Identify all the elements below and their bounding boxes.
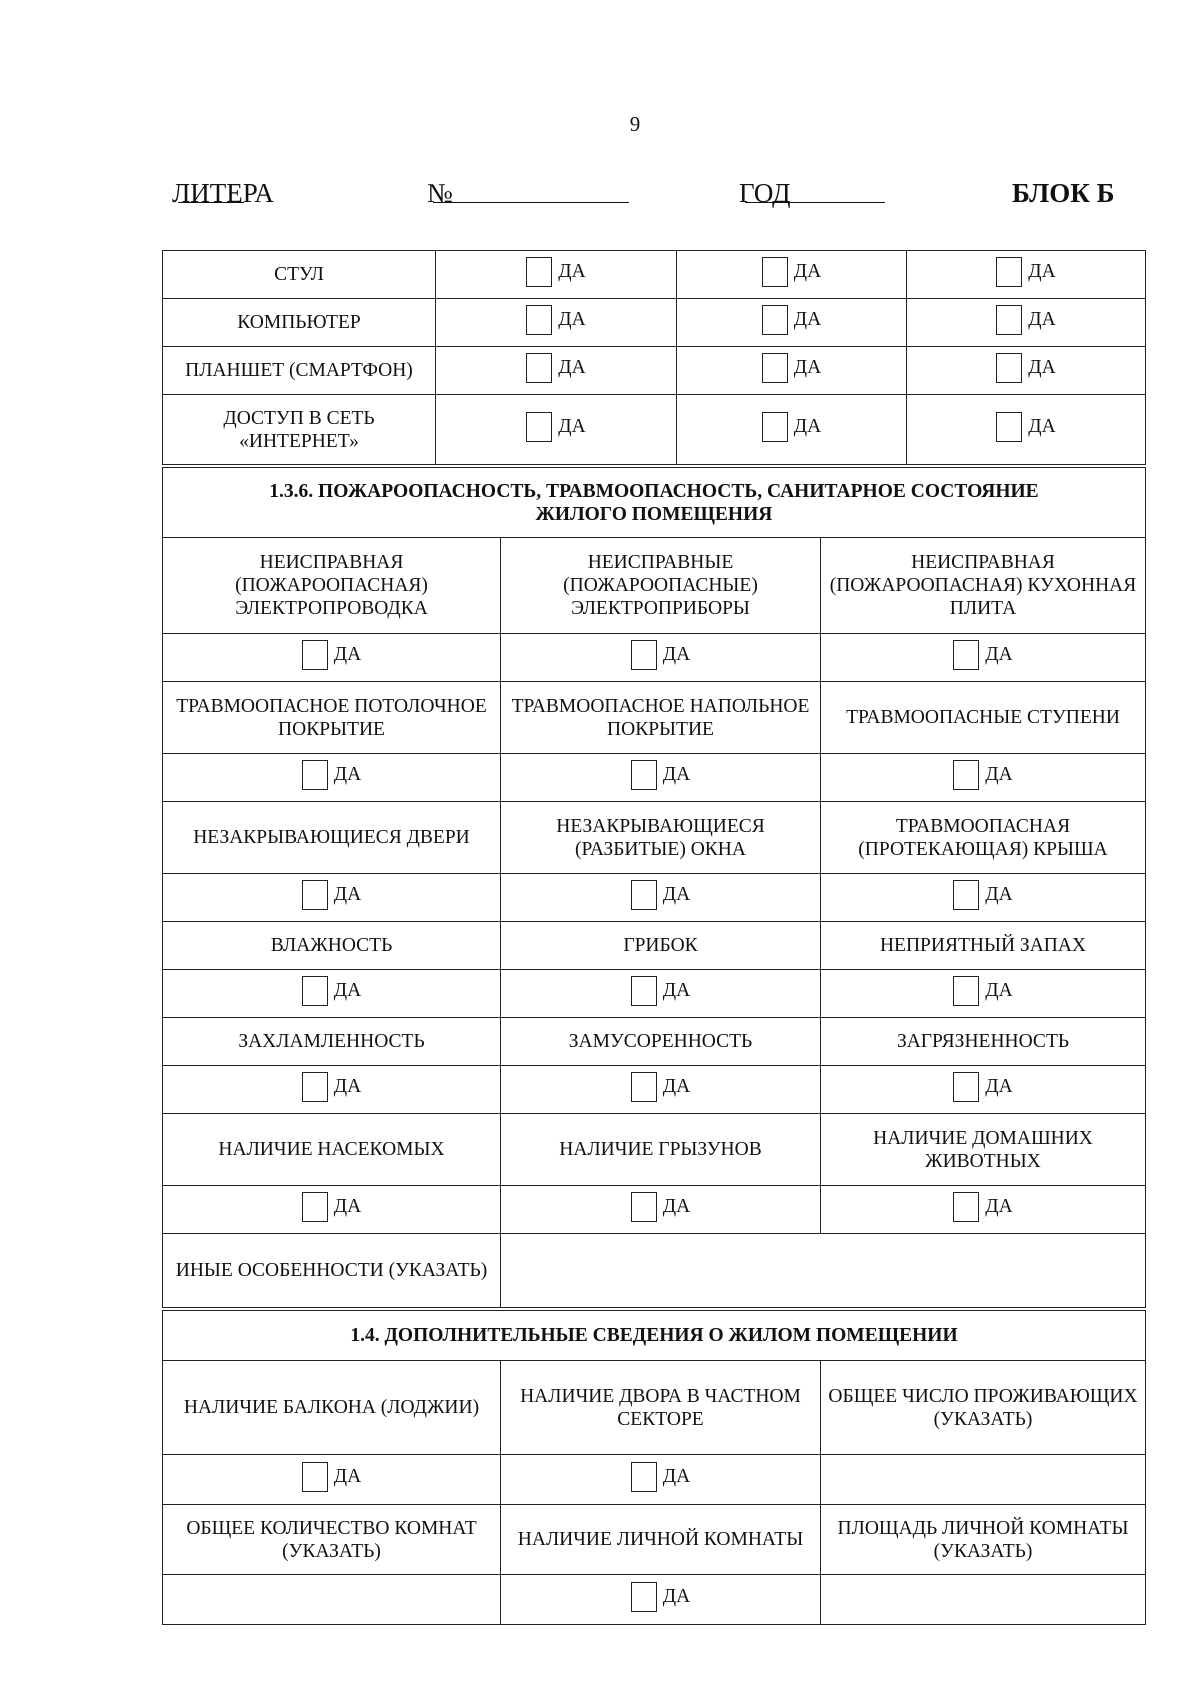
yes-label: ДА: [662, 884, 691, 905]
item-label: ГРИБОК: [501, 922, 821, 970]
yes-label: ДА: [333, 764, 362, 785]
form-header: [172, 178, 1132, 218]
yes-checkbox[interactable]: [302, 880, 361, 910]
yes-checkbox[interactable]: [302, 976, 361, 1006]
yes-label: ДА: [662, 644, 691, 665]
room-area-input[interactable]: [821, 1575, 1146, 1625]
item-label: ЗАХЛАМЛЕННОСТЬ: [163, 1018, 501, 1066]
item-label: НЕИСПРАВНАЯ (ПОЖАРООПАСНАЯ) КУХОННАЯ ПЛИТА: [821, 538, 1146, 634]
section-136-title: 1.3.6. ПОЖАРООПАСНОСТЬ, ТРАВМООПАСНОСТЬ, САНИТАРНОЕ СОСТОЯНИЕ ЖИЛОГО ПОМЕЩЕНИЯ: [163, 468, 1146, 538]
checkbox-icon: [953, 760, 979, 790]
item-label: ТРАВМООПАСНОЕ НАПОЛЬНОЕ ПОКРЫТИЕ: [501, 682, 821, 754]
checkbox-icon: [302, 640, 328, 670]
yes-label: ДА: [1028, 416, 1056, 437]
yes-checkbox[interactable]: [631, 1582, 690, 1612]
other-input[interactable]: [501, 1234, 1146, 1308]
checkbox-icon: [631, 640, 657, 670]
checkbox-icon: [953, 976, 979, 1006]
table-row: [163, 347, 1146, 395]
section-14-title: 1.4. ДОПОЛНИТЕЛЬНЫЕ СВЕДЕНИЯ О ЖИЛОМ ПОМЕЩЕНИИ: [163, 1311, 1146, 1361]
litera-label: ЛИТЕРА: [172, 178, 274, 208]
checkbox-icon: [526, 353, 552, 383]
yes-checkbox[interactable]: [953, 1192, 1012, 1222]
yes-checkbox[interactable]: [762, 353, 821, 383]
yes-label: ДА: [558, 309, 586, 330]
label-row: [163, 1018, 1146, 1066]
checkbox-icon: [996, 305, 1022, 335]
checkbox-icon: [953, 1192, 979, 1222]
number-label: №: [427, 178, 453, 208]
checkbox-icon: [631, 1462, 657, 1492]
checkbox-icon: [631, 1072, 657, 1102]
page-number: 9: [629, 112, 641, 136]
row-label: СТУЛ: [163, 251, 436, 299]
checkbox-icon: [631, 760, 657, 790]
residents-count-input[interactable]: [821, 1455, 1146, 1505]
checkbox-icon: [762, 412, 788, 442]
yes-label: ДА: [662, 1196, 691, 1217]
item-label: НЕИСПРАВНАЯ (ПОЖАРООПАСНАЯ) ЭЛЕКТРОПРОВОДКА: [163, 538, 501, 634]
yes-checkbox[interactable]: [631, 1192, 690, 1222]
yes-checkbox[interactable]: [953, 1072, 1012, 1102]
number-input[interactable]: [433, 178, 629, 203]
item-label: НАЛИЧИЕ ЛИЧНОЙ КОМНАТЫ: [501, 1505, 821, 1575]
yes-checkbox[interactable]: [526, 412, 585, 442]
section-header-row: [163, 468, 1146, 538]
checkbox-icon: [302, 760, 328, 790]
yes-label: ДА: [662, 980, 691, 1001]
checkbox-icon: [762, 257, 788, 287]
table-row: [163, 299, 1146, 347]
yes-label: ДА: [662, 1586, 691, 1607]
item-label: ЗАГРЯЗНЕННОСТЬ: [821, 1018, 1146, 1066]
label-row: [163, 538, 1146, 634]
yes-label: ДА: [1028, 309, 1056, 330]
devices-table: [162, 250, 1146, 465]
year-input[interactable]: [745, 178, 885, 203]
yes-checkbox[interactable]: [996, 412, 1055, 442]
yes-label: ДА: [1028, 357, 1056, 378]
yes-checkbox[interactable]: [631, 640, 690, 670]
yes-checkbox[interactable]: [631, 760, 690, 790]
yes-label: ДА: [558, 357, 586, 378]
yes-label: ДА: [558, 261, 586, 282]
litera-input[interactable]: [178, 178, 244, 203]
item-label: ТРАВМООПАСНОЕ ПОТОЛОЧНОЕ ПОКРЫТИЕ: [163, 682, 501, 754]
checkbox-row: [163, 634, 1146, 682]
label-row: [163, 682, 1146, 754]
yes-label: ДА: [662, 764, 691, 785]
checkbox-icon: [631, 880, 657, 910]
item-label: ЗАМУСОРЕННОСТЬ: [501, 1018, 821, 1066]
label-row: [163, 1505, 1146, 1575]
item-label: НАЛИЧИЕ ДВОРА В ЧАСТНОМ СЕКТОРЕ: [501, 1361, 821, 1455]
checkbox-row: [163, 970, 1146, 1018]
yes-label: ДА: [333, 884, 362, 905]
yes-checkbox[interactable]: [302, 1462, 361, 1492]
yes-label: ДА: [333, 1196, 362, 1217]
item-label: ПЛОЩАДЬ ЛИЧНОЙ КОМНАТЫ (УКАЗАТЬ): [821, 1505, 1146, 1575]
checkbox-icon: [631, 1582, 657, 1612]
yes-checkbox[interactable]: [631, 976, 690, 1006]
label-row: [163, 1361, 1146, 1455]
label-row: [163, 922, 1146, 970]
yes-checkbox[interactable]: [996, 353, 1055, 383]
yes-label: ДА: [793, 357, 822, 378]
table-row: [163, 395, 1146, 465]
checkbox-icon: [526, 257, 552, 287]
yes-checkbox[interactable]: [526, 257, 585, 287]
yes-checkbox[interactable]: [631, 880, 690, 910]
row-label: КОМПЬЮТЕР: [163, 299, 436, 347]
checkbox-icon: [302, 1192, 328, 1222]
yes-label: ДА: [985, 644, 1013, 665]
yes-label: ДА: [793, 309, 822, 330]
block-label: БЛОК Б: [1012, 178, 1115, 208]
yes-checkbox[interactable]: [953, 640, 1012, 670]
checkbox-icon: [302, 976, 328, 1006]
checkbox-icon: [302, 1462, 328, 1492]
item-label: ВЛАЖНОСТЬ: [163, 922, 501, 970]
yes-label: ДА: [333, 1076, 362, 1097]
checkbox-icon: [953, 880, 979, 910]
checkbox-icon: [631, 1192, 657, 1222]
checkbox-icon: [526, 305, 552, 335]
other-label: ИНЫЕ ОСОБЕННОСТИ (УКАЗАТЬ): [163, 1234, 501, 1308]
checkbox-row: [163, 1186, 1146, 1234]
yes-checkbox[interactable]: [631, 1072, 690, 1102]
yes-checkbox[interactable]: [302, 760, 361, 790]
yes-checkbox[interactable]: [996, 257, 1055, 287]
section-136-table: [162, 467, 1146, 1308]
year-label: ГОД: [739, 178, 791, 208]
label-row: [163, 1114, 1146, 1186]
item-label: НАЛИЧИЕ ГРЫЗУНОВ: [501, 1114, 821, 1186]
section-header-row: [163, 1311, 1146, 1361]
yes-label: ДА: [985, 980, 1013, 1001]
item-label: НЕПРИЯТНЫЙ ЗАПАХ: [821, 922, 1146, 970]
yes-checkbox[interactable]: [762, 257, 821, 287]
yes-label: ДА: [662, 1076, 691, 1097]
yes-label: ДА: [985, 884, 1013, 905]
item-label: НАЛИЧИЕ БАЛКОНА (ЛОДЖИИ): [163, 1361, 501, 1455]
checkbox-icon: [996, 353, 1022, 383]
yes-label: ДА: [985, 764, 1013, 785]
checkbox-icon: [762, 305, 788, 335]
checkbox-row: [163, 1455, 1146, 1505]
yes-checkbox[interactable]: [302, 1192, 361, 1222]
checkbox-icon: [762, 353, 788, 383]
yes-label: ДА: [985, 1196, 1013, 1217]
yes-checkbox[interactable]: [762, 412, 821, 442]
checkbox-icon: [953, 1072, 979, 1102]
checkbox-icon: [302, 1072, 328, 1102]
yes-label: ДА: [793, 261, 822, 282]
yes-label: ДА: [793, 416, 822, 437]
checkbox-icon: [631, 976, 657, 1006]
item-label: НЕИСПРАВНЫЕ (ПОЖАРООПАСНЫЕ) ЭЛЕКТРОПРИБОРЫ: [501, 538, 821, 634]
item-label: НАЛИЧИЕ НАСЕКОМЫХ: [163, 1114, 501, 1186]
yes-label: ДА: [333, 1466, 362, 1487]
yes-checkbox[interactable]: [762, 305, 821, 335]
item-label: ОБЩЕЕ КОЛИЧЕСТВО КОМНАТ (УКАЗАТЬ): [163, 1505, 501, 1575]
item-label: ТРАВМООПАСНЫЕ СТУПЕНИ: [821, 682, 1146, 754]
yes-checkbox[interactable]: [302, 640, 361, 670]
yes-checkbox[interactable]: [953, 976, 1012, 1006]
item-label: ОБЩЕЕ ЧИСЛО ПРОЖИВАЮЩИХ (УКАЗАТЬ): [821, 1361, 1146, 1455]
table-row: [163, 251, 1146, 299]
checkbox-row: [163, 1575, 1146, 1625]
checkbox-icon: [953, 640, 979, 670]
yes-label: ДА: [333, 644, 362, 665]
yes-checkbox[interactable]: [526, 353, 585, 383]
checkbox-row: [163, 874, 1146, 922]
item-label: ТРАВМООПАСНАЯ (ПРОТЕКАЮЩАЯ) КРЫША: [821, 802, 1146, 874]
item-label: НАЛИЧИЕ ДОМАШНИХ ЖИВОТНЫХ: [821, 1114, 1146, 1186]
yes-label: ДА: [985, 1076, 1013, 1097]
yes-label: ДА: [1028, 261, 1056, 282]
yes-checkbox[interactable]: [302, 1072, 361, 1102]
checkbox-row: [163, 1066, 1146, 1114]
item-label: НЕЗАКРЫВАЮЩИЕСЯ ДВЕРИ: [163, 802, 501, 874]
yes-checkbox[interactable]: [953, 880, 1012, 910]
yes-checkbox[interactable]: [631, 1462, 690, 1492]
yes-checkbox[interactable]: [996, 305, 1055, 335]
row-label: ДОСТУП В СЕТЬ «ИНТЕРНЕТ»: [163, 395, 436, 465]
checkbox-icon: [996, 412, 1022, 442]
checkbox-icon: [996, 257, 1022, 287]
row-label: ПЛАНШЕТ (СМАРТФОН): [163, 347, 436, 395]
yes-label: ДА: [333, 980, 362, 1001]
label-row: [163, 802, 1146, 874]
checkbox-row: [163, 754, 1146, 802]
yes-checkbox[interactable]: [526, 305, 585, 335]
yes-label: ДА: [558, 416, 586, 437]
item-label: НЕЗАКРЫВАЮЩИЕСЯ (РАЗБИТЫЕ) ОКНА: [501, 802, 821, 874]
yes-checkbox[interactable]: [953, 760, 1012, 790]
checkbox-icon: [526, 412, 552, 442]
section-14-table: [162, 1310, 1146, 1625]
yes-label: ДА: [662, 1466, 691, 1487]
other-row: [163, 1234, 1146, 1308]
rooms-count-input[interactable]: [163, 1575, 501, 1625]
checkbox-icon: [302, 880, 328, 910]
